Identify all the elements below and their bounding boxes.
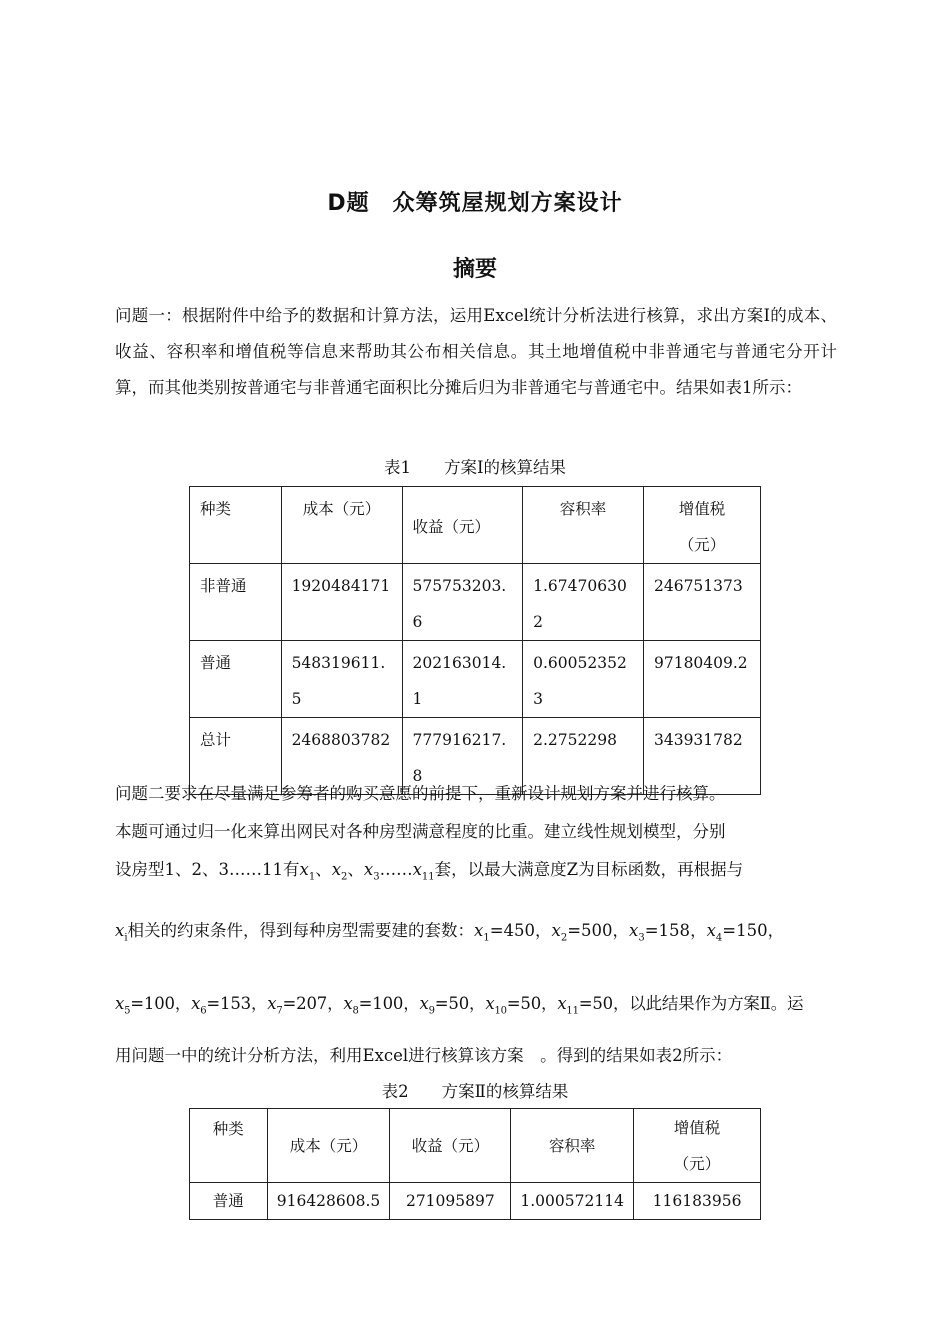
subscript: 1 — [483, 932, 490, 944]
value: =50 — [578, 994, 613, 1013]
table-header-cell: 收益（元） — [402, 487, 523, 564]
table-row — [190, 641, 761, 718]
variable: x — [267, 994, 277, 1013]
subscript: 4 — [715, 932, 723, 944]
table-header-cell: 容积率 — [511, 1109, 634, 1183]
table-header-row — [190, 1109, 761, 1183]
subscript: 11 — [421, 871, 435, 883]
variable: x — [115, 994, 125, 1013]
value: =50 — [434, 994, 470, 1013]
table-cell: 548319611.5 — [281, 641, 402, 718]
table-cell: 普通 — [190, 641, 282, 718]
subscript: 3 — [373, 871, 380, 883]
text-span: ，以此结果作为方案Ⅱ。运 — [612, 994, 804, 1013]
text-span: 、 — [347, 860, 364, 879]
variable: x — [557, 994, 567, 1013]
variable: x — [343, 994, 353, 1013]
problem-two-line-3 — [115, 856, 837, 882]
table2-caption: 表2 方案Ⅱ的核算结果 — [381, 1082, 569, 1101]
value: =150 — [722, 921, 768, 940]
table-header-cell: 容积率 — [523, 487, 644, 564]
table-cell: 1920484171 — [281, 564, 402, 641]
table-header-cell: 增值税（元） — [643, 487, 760, 564]
text-span: ， — [174, 994, 192, 1013]
table-header-cell: 种类 — [190, 1109, 268, 1183]
problem-two-line-4 — [115, 917, 837, 943]
table-header-cell: 增值税（元） — [634, 1109, 761, 1183]
table-cell: 916428608.5 — [267, 1183, 390, 1220]
table-cell: 777916217.8 — [402, 718, 523, 795]
document-title: D题 众筹筑屋规划方案设计 — [327, 191, 623, 216]
text-span: 相关的约束条件，得到每种房型需要建的套数： — [127, 921, 475, 940]
variable: x — [474, 921, 484, 940]
table-cell: 2.2752298 — [523, 718, 644, 795]
text-span: 设房型1、2、3……11有 — [115, 860, 300, 879]
subscript: 7 — [276, 1005, 283, 1017]
variable: x — [629, 921, 639, 940]
table-row — [190, 564, 761, 641]
subscript: 11 — [566, 1005, 579, 1017]
text-span: …… — [379, 860, 413, 879]
value: =158 — [644, 921, 691, 940]
table-cell: 非普通 — [190, 564, 282, 641]
text-span: ， — [327, 994, 344, 1013]
table-cell: 575753203.6 — [402, 564, 523, 641]
problem-two-line-1: 问题二要求在尽量满足参筹者的购买意愿的前提下，重新设计规划方案并进行核算。 — [115, 784, 726, 803]
text-span: ， — [403, 994, 420, 1013]
table-header-row — [190, 487, 761, 564]
table-cell: 普通 — [190, 1183, 268, 1220]
problem-two-line-5 — [115, 990, 837, 1016]
variable: x — [191, 994, 201, 1013]
value: =500 — [567, 921, 613, 940]
text-span: 、 — [315, 860, 332, 879]
variable: x — [115, 921, 125, 940]
value: =207 — [282, 994, 328, 1013]
text-span: ， — [469, 994, 486, 1013]
text-span: ， — [250, 994, 268, 1013]
variable: x — [299, 860, 309, 879]
table2 — [189, 1108, 761, 1220]
table-cell: 总计 — [190, 718, 282, 795]
subscript: 3 — [638, 932, 645, 944]
variable: x — [363, 860, 374, 879]
problem-two-line-2: 本题可通过归一化来算出网民对各种房型满意程度的比重。建立线性规划模型，分别 — [115, 822, 726, 841]
subscript: 8 — [352, 1005, 359, 1017]
table-cell: 0.600523523 — [523, 641, 644, 718]
value: =100 — [358, 994, 404, 1013]
text-span: ， — [767, 921, 785, 940]
value: =153 — [206, 994, 251, 1013]
table-header-cell: 收益（元） — [390, 1109, 511, 1183]
value: =50 — [506, 994, 541, 1013]
table-header-cell: 成本（元） — [281, 487, 402, 564]
variable: x — [419, 994, 429, 1013]
subscript: 2 — [560, 932, 568, 944]
subscript: i — [124, 932, 128, 944]
table-cell: 1.000572114 — [511, 1183, 634, 1220]
text-span: 套，以最大满意度Z为目标函数，再根据与 — [434, 860, 744, 879]
table-cell: 343931782 — [643, 718, 760, 795]
variable: x — [551, 921, 561, 940]
subscript: 9 — [428, 1005, 435, 1017]
table-cell: 2468803782 — [281, 718, 402, 795]
abstract-heading: 摘要 — [452, 257, 497, 282]
value: =450 — [489, 921, 536, 940]
table1-caption: 表1 方案Ⅰ的核算结果 — [383, 458, 566, 477]
value: =100 — [130, 994, 175, 1013]
subscript: 6 — [200, 1005, 207, 1017]
variable: x — [706, 921, 716, 940]
table-header-cell: 成本（元） — [267, 1109, 390, 1183]
table1 — [189, 486, 761, 795]
table-cell: 202163014.1 — [402, 641, 523, 718]
variable: x — [412, 860, 422, 879]
table-cell: 116183956 — [634, 1183, 761, 1220]
text-span: ， — [535, 921, 552, 940]
variable: x — [485, 994, 495, 1013]
table-header-cell: 种类 — [190, 487, 282, 564]
subscript: 2 — [341, 871, 348, 883]
variable: x — [331, 860, 341, 879]
table-cell: 97180409.2 — [643, 641, 760, 718]
table-cell: 271095897 — [390, 1183, 511, 1220]
subscript: 1 — [308, 871, 316, 883]
subscript: 10 — [494, 1005, 507, 1017]
text-span: ， — [690, 921, 707, 940]
table-cell: 246751373 — [643, 564, 760, 641]
text-span: ， — [541, 994, 558, 1013]
problem-two-line-6: 用问题一中的统计分析方法，利用Excel进行核算该方案 。得到的结果如表2所示： — [115, 1046, 733, 1065]
table-row — [190, 1183, 761, 1220]
table-cell: 1.674706302 — [523, 564, 644, 641]
text-span: ， — [612, 921, 630, 940]
problem-one-paragraph: 问题一：根据附件中给予的数据和计算方法，运用Excel统计分析法进行核算，求出方案Ⅰ的成本、收益、容积率和增值税等信息来帮助其公布相关信息。其土地增值税中非普通宅与普通宅分开计算，而其他类别按普通宅与非普通宅面积比分摊后归为非普通宅与普通宅中。结果如表1所示： — [115, 306, 837, 397]
subscript: 5 — [124, 1005, 131, 1017]
